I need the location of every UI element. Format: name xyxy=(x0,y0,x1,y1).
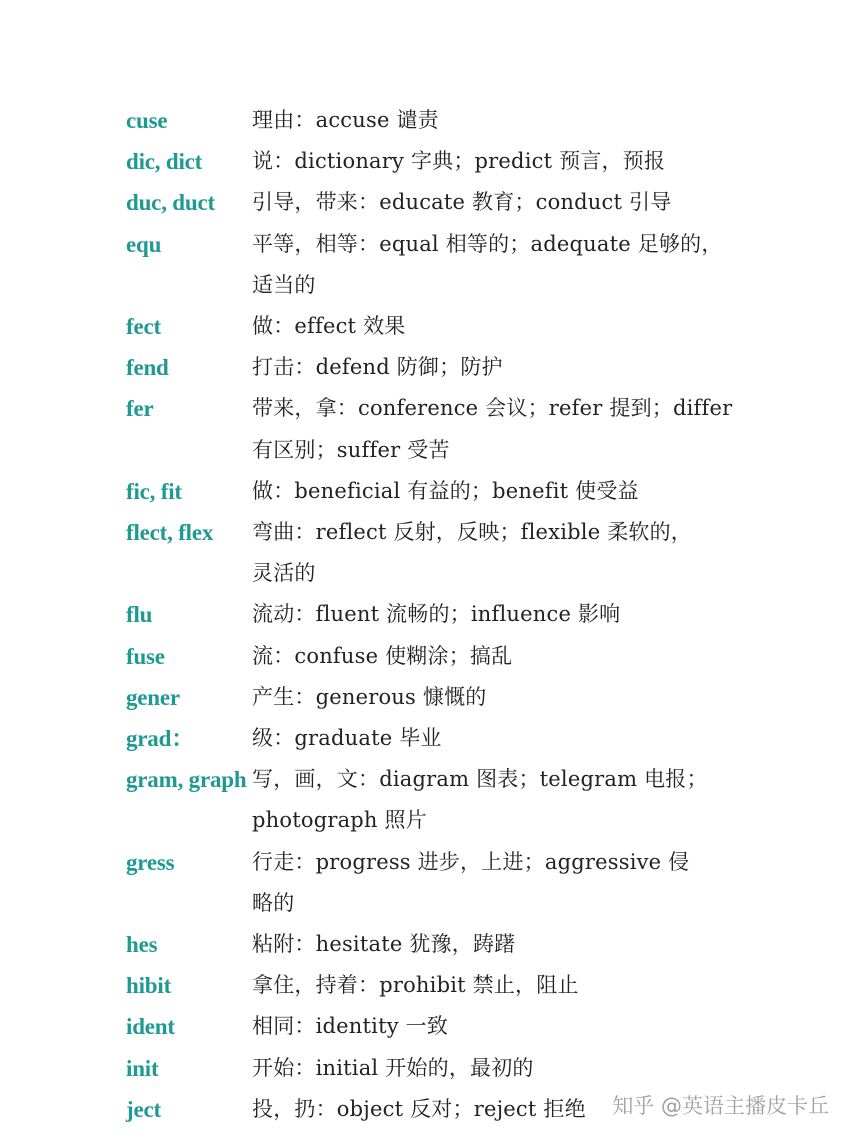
word-root-entry xyxy=(0,471,851,512)
word-root-entry xyxy=(0,347,851,388)
root-term: fer xyxy=(126,396,154,422)
gloss-line: 略的 xyxy=(252,890,295,915)
root-term: fend xyxy=(126,355,169,381)
root-gloss xyxy=(252,1048,730,1089)
root-gloss xyxy=(252,924,730,965)
word-root-entry xyxy=(0,842,851,924)
word-root-entry xyxy=(0,636,851,677)
root-term: gress xyxy=(126,849,175,875)
word-root-entry xyxy=(0,306,851,347)
root-term: fuse xyxy=(126,643,165,669)
root-gloss xyxy=(252,512,730,594)
gloss-line: 引导，带来：educate 教育；conduct 引导 xyxy=(252,190,672,215)
gloss-line: 适当的 xyxy=(252,272,316,297)
gloss-line: 写，画，文：diagram 图表；telegram 电报； xyxy=(252,767,708,792)
root-term: fect xyxy=(126,314,161,340)
gloss-line: 流：confuse 使糊涂；搞乱 xyxy=(252,643,513,668)
root-term: duc, duct xyxy=(126,190,215,216)
root-term: hes xyxy=(126,932,158,958)
root-gloss xyxy=(252,306,730,347)
word-root-entry xyxy=(0,512,851,594)
root-gloss xyxy=(252,965,730,1006)
root-gloss xyxy=(252,347,730,388)
gloss-line: 相同：identity 一致 xyxy=(252,1014,449,1039)
root-term: dic, dict xyxy=(126,149,203,175)
word-root-entry xyxy=(0,1006,851,1047)
word-root-entry xyxy=(0,141,851,182)
gloss-line: 平等，相等：equal 相等的；adequate 足够的， xyxy=(252,231,723,256)
gloss-line: 开始：initial 开始的，最初的 xyxy=(252,1055,534,1080)
gloss-line: 做：effect 效果 xyxy=(252,314,406,339)
root-term: grad： xyxy=(126,726,195,752)
gloss-line: 投，扔：object 反对；reject 拒绝 xyxy=(252,1096,586,1121)
root-gloss xyxy=(252,759,730,841)
gloss-line: 级：graduate 毕业 xyxy=(252,726,442,751)
gloss-line: 粘附：hesitate 犹豫，踌躇 xyxy=(252,932,516,957)
watermark: 知乎 @英语主播皮卡丘 xyxy=(612,1094,829,1118)
gloss-line: 灵活的 xyxy=(252,561,316,586)
gloss-line: 带来，拿：conference 会议；refer 提到；differ xyxy=(252,396,733,421)
root-term: flu xyxy=(126,602,153,628)
word-root-entry xyxy=(0,965,851,1006)
gloss-line: 打击：defend 防御；防护 xyxy=(252,355,503,380)
gloss-line: photograph 照片 xyxy=(252,808,427,833)
root-gloss xyxy=(252,224,730,306)
root-gloss xyxy=(252,141,730,182)
root-gloss xyxy=(252,842,730,924)
gloss-line: 做：beneficial 有益的；benefit 使受益 xyxy=(252,478,639,503)
root-gloss xyxy=(252,636,730,677)
word-root-entry xyxy=(0,100,851,141)
root-term: flect, flex xyxy=(126,520,214,546)
word-root-entry xyxy=(0,924,851,965)
word-root-entry xyxy=(0,182,851,223)
root-term: init xyxy=(126,1055,159,1081)
root-gloss xyxy=(252,471,730,512)
root-term: fic, fit xyxy=(126,478,182,504)
gloss-line: 有区别；suffer 受苦 xyxy=(252,437,450,462)
gloss-line: 拿住，持着：prohibit 禁止，阻止 xyxy=(252,973,579,998)
root-term: ident xyxy=(126,1014,175,1040)
gloss-line: 说：dictionary 字典；predict 预言，预报 xyxy=(252,149,666,174)
gloss-line: 弯曲：reflect 反射，反映；flexible 柔软的， xyxy=(252,520,692,545)
word-root-entry xyxy=(0,224,851,306)
root-gloss xyxy=(252,182,730,223)
root-gloss xyxy=(252,594,730,635)
gloss-line: 行走：progress 进步，上进；aggressive 侵 xyxy=(252,849,690,874)
root-gloss xyxy=(252,1006,730,1047)
root-gloss xyxy=(252,677,730,718)
gloss-line: 理由：accuse 谴责 xyxy=(252,108,439,132)
gloss-line: 产生：generous 慷慨的 xyxy=(252,684,487,709)
root-gloss xyxy=(252,718,730,759)
gloss-line: 流动：fluent 流畅的；influence 影响 xyxy=(252,602,621,627)
word-root-entry xyxy=(0,594,851,635)
root-term: equ xyxy=(126,231,162,257)
word-root-entry xyxy=(0,1048,851,1089)
word-root-entry xyxy=(0,759,851,841)
root-term: hibit xyxy=(126,973,172,999)
root-term: cuse xyxy=(126,108,168,133)
root-term: gener xyxy=(126,684,180,710)
word-root-list xyxy=(0,100,851,1130)
root-term: ject xyxy=(126,1096,161,1122)
root-term: gram, graph xyxy=(126,767,247,793)
word-root-entry xyxy=(0,718,851,759)
root-gloss xyxy=(252,388,733,470)
root-gloss xyxy=(252,100,730,141)
word-root-entry xyxy=(0,388,851,470)
word-root-entry xyxy=(0,677,851,718)
